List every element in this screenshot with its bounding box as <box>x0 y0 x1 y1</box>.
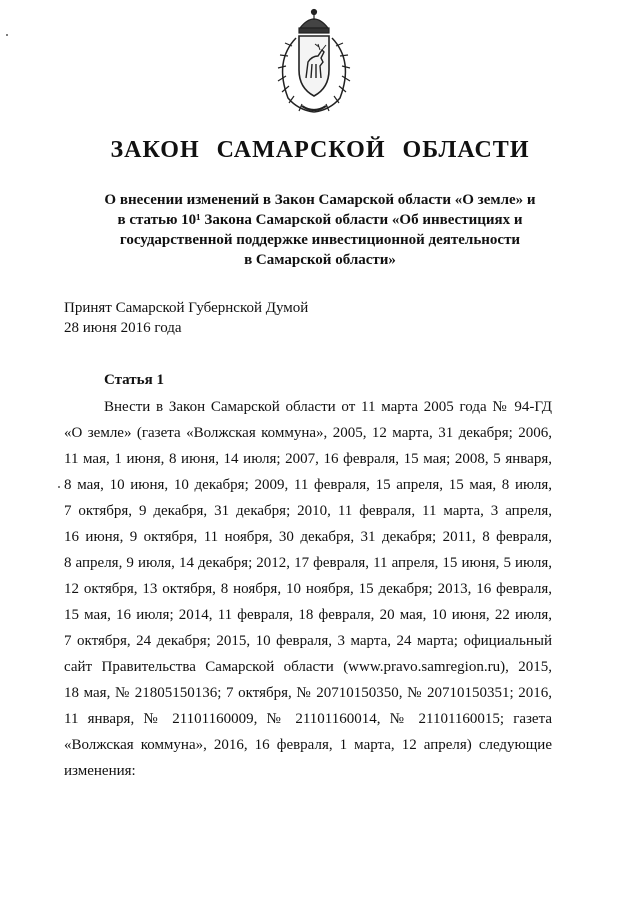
article-line: 8 апреля, 9 июля, 14 декабря; 2012, 17 февраля, 11 апреля, 15 июня, 5 июля, <box>64 555 552 571</box>
subtitle-line: в Самарской области» <box>244 252 396 268</box>
article-line: 12 октября, 13 октября, 8 ноября, 10 ноября, 15 декабря; 2013, 16 февраля, <box>64 581 552 597</box>
adoption-info <box>64 298 308 338</box>
article-line: 11 мая, 1 июня, 8 июня, 14 июля; 2007, 16 февраля, 15 мая; 2008, 5 января, <box>64 451 552 467</box>
scan-speck <box>6 34 8 36</box>
article-line: 18 мая, № 21805150136; 7 октября, № 20710150350, № 20710150351; 2016, <box>64 685 552 701</box>
article-line: 7 октября, 9 декабря, 31 декабря; 2010, 11 февраля, 11 марта, 3 апреля, <box>64 503 552 519</box>
article-line: изменения: <box>64 763 136 779</box>
article-heading: Статья 1 <box>104 372 164 388</box>
coat-of-arms-icon <box>266 6 362 118</box>
law-title: ЗАКОН САМАРСКОЙ ОБЛАСТИ <box>110 137 530 163</box>
article-line: 16 июня, 9 октября, 11 ноября, 30 декабря, 31 декабря; 2011, 8 февраля, <box>64 529 552 545</box>
law-subtitle <box>60 190 580 270</box>
article-line: 7 октября, 24 декабря; 2015, 10 февраля, 3 марта, 24 марта; официальный <box>64 633 552 649</box>
adoption-date: 28 июня 2016 года <box>64 320 182 336</box>
article-line: 11 января, № 21101160009, № 21101160014, № 21101160015; газета <box>64 711 552 727</box>
article-line: Внести в Закон Самарской области от 11 марта 2005 года № 94-ГД <box>104 399 552 415</box>
article-line: сайт Правительства Самарской области (www.pravo.samregion.ru), 2015, <box>64 659 552 675</box>
adopted-by: Принят Самарской Губернской Думой <box>64 300 309 316</box>
scan-speck <box>58 486 60 488</box>
article-line: 8 мая, 10 июня, 10 декабря; 2009, 11 февраля, 15 апреля, 15 мая, 8 июля, <box>64 477 552 493</box>
article-body <box>64 394 552 784</box>
subtitle-line: О внесении изменений в Закон Самарской области «О земле» и <box>104 192 536 208</box>
article-line: «О земле» (газета «Волжская коммуна», 2005, 12 марта, 31 декабря; 2006, <box>64 425 552 441</box>
subtitle-line: государственной поддержке инвестиционной деятельности <box>119 232 521 248</box>
article-line: «Волжская коммуна», 2016, 16 февраля, 1 марта, 12 апреля) следующие <box>64 737 552 753</box>
subtitle-line: в статью 10¹ Закона Самарской области «Об инвестициях и <box>117 212 523 228</box>
article-line: 15 мая, 16 июля; 2014, 11 февраля, 18 февраля, 20 мая, 10 июня, 22 июля, <box>64 607 552 623</box>
